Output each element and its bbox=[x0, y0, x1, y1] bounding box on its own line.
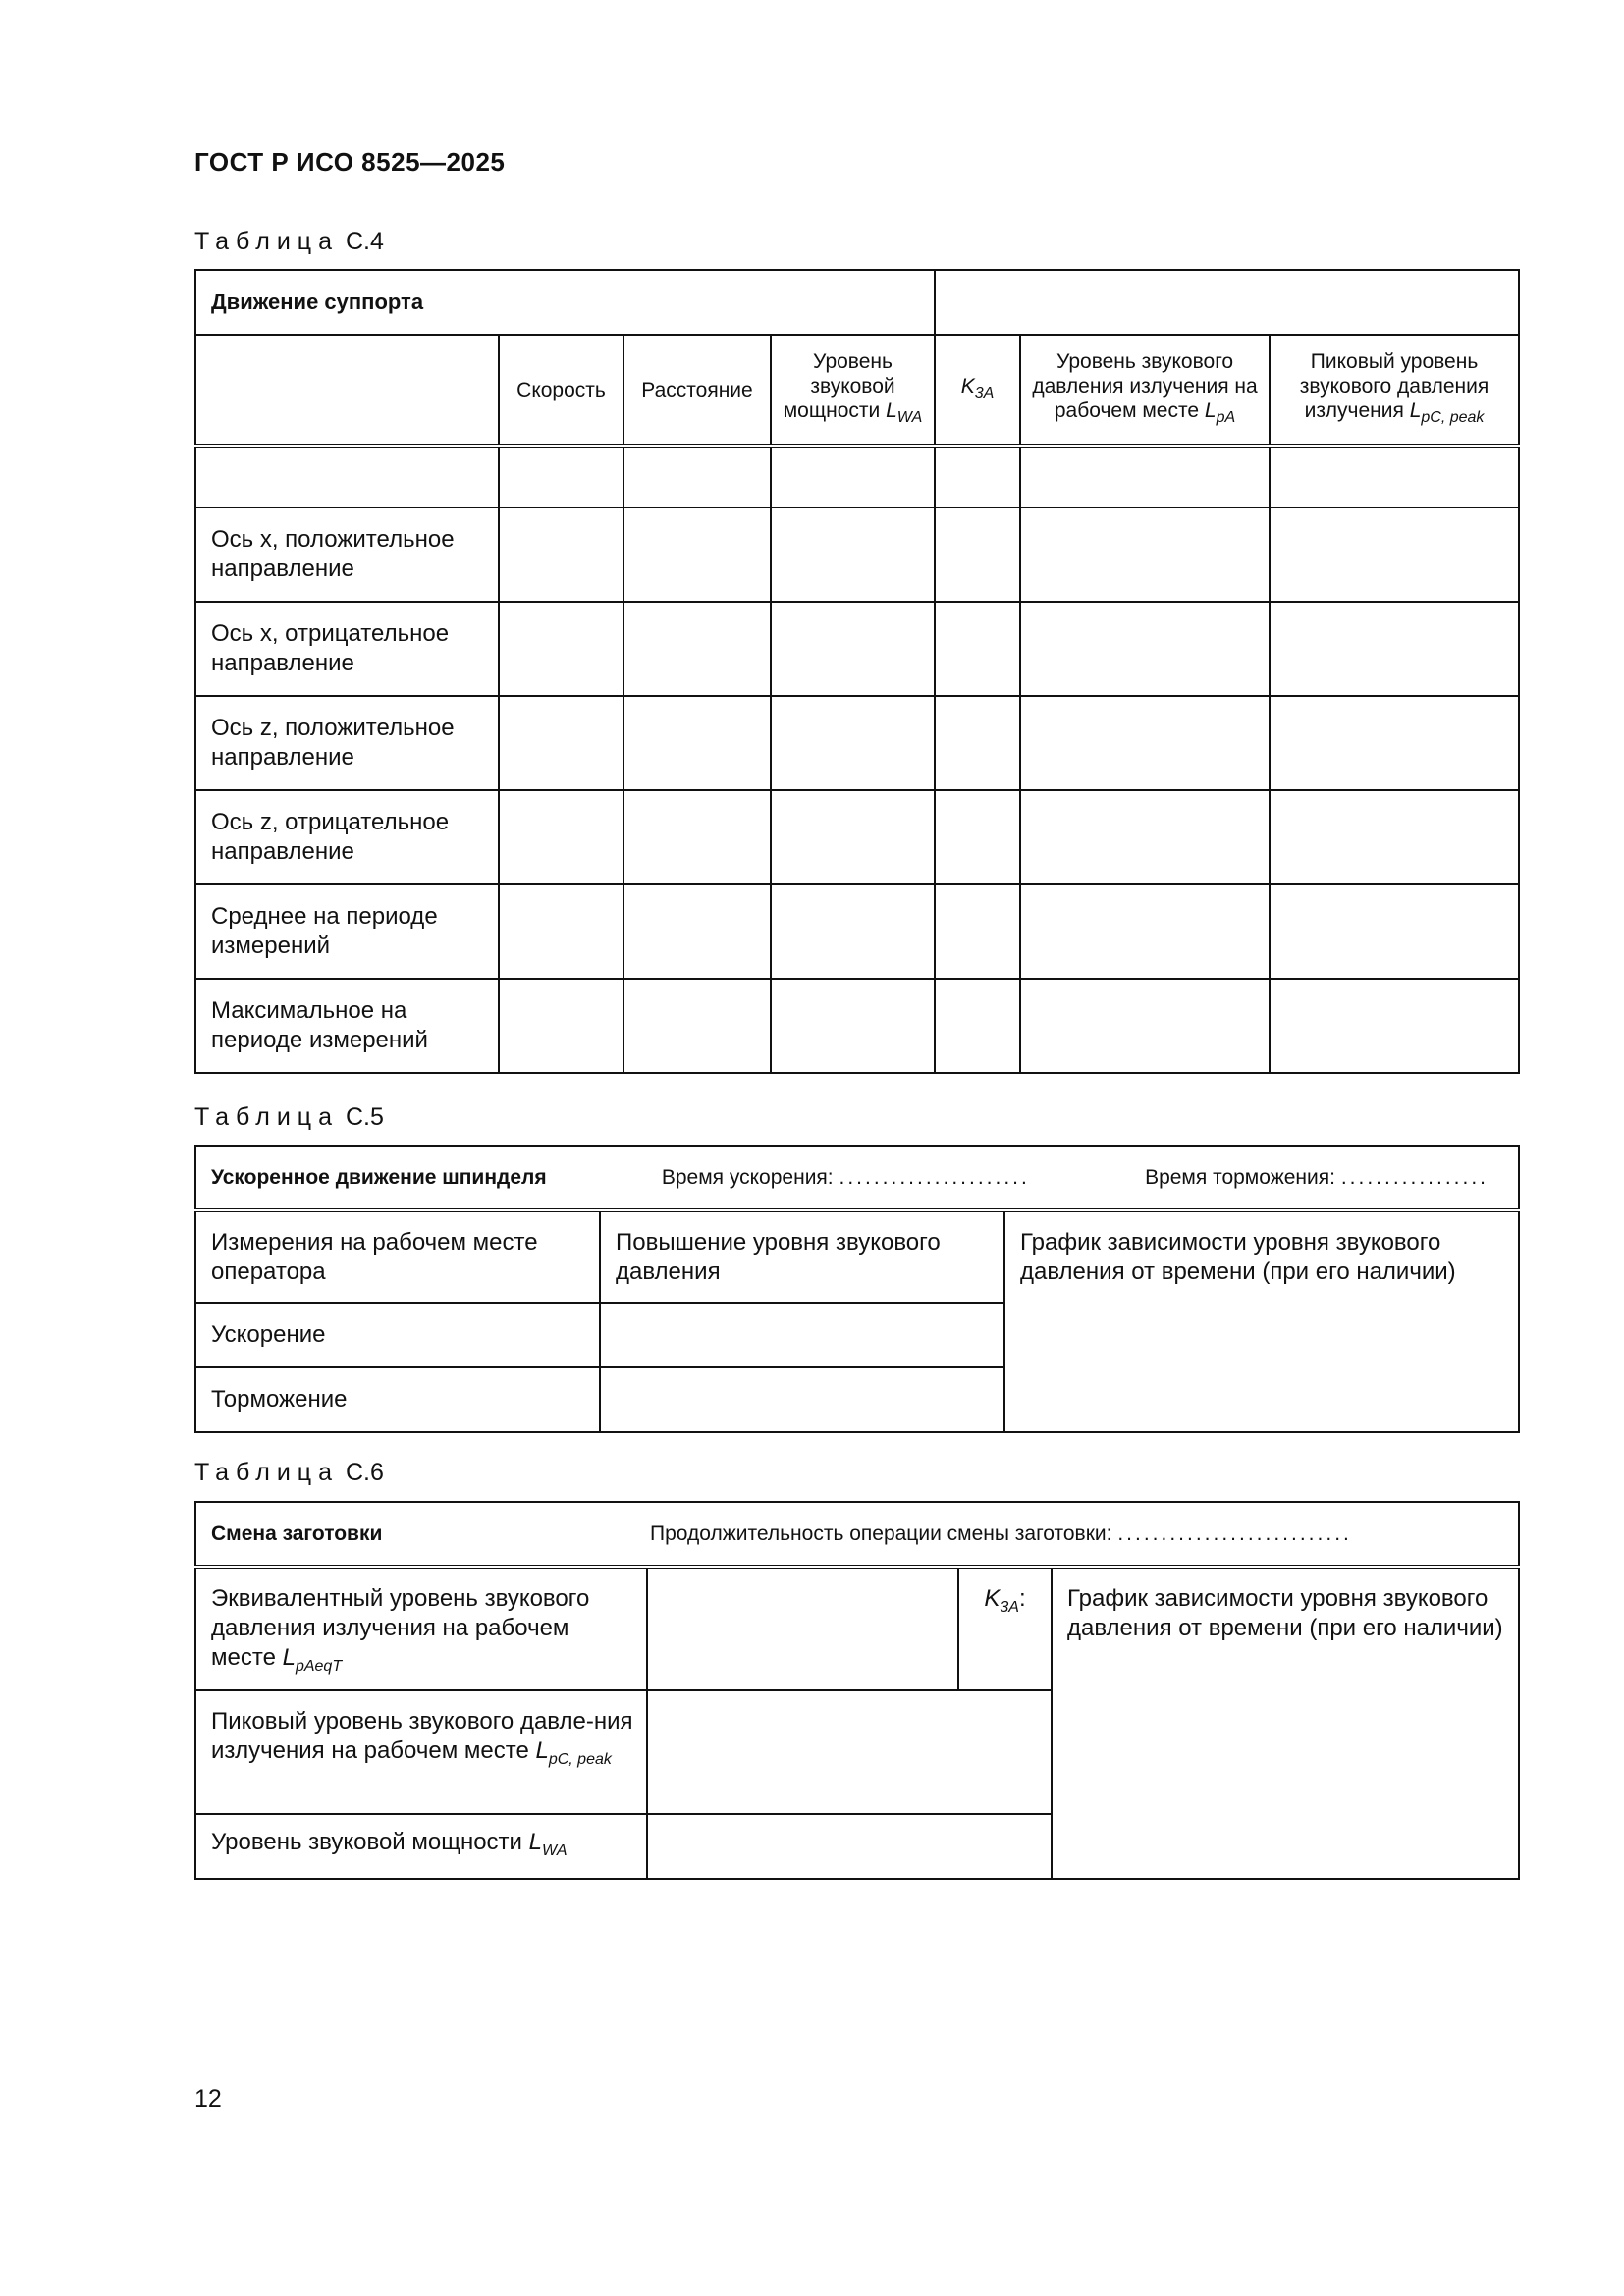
row-label: Ось z, отрицательное направление bbox=[195, 790, 499, 884]
table-row bbox=[195, 446, 1519, 507]
row-label: Максимальное на периоде измерений bbox=[195, 979, 499, 1073]
power-value-cell bbox=[647, 1814, 1052, 1879]
table-c5-title: Ускоренное движение шпинделя bbox=[211, 1165, 547, 1189]
equivalent-value-cell bbox=[647, 1567, 958, 1690]
table-c4-group-empty bbox=[935, 270, 1519, 335]
col-graph: График зависимости уровня звукового давления от времени (при его наличии) bbox=[1004, 1210, 1519, 1432]
table-c4-caption bbox=[194, 228, 384, 256]
table-c5-title-row bbox=[195, 1146, 1519, 1210]
table-row bbox=[195, 979, 1519, 1073]
k3a-cell: $K_{3A}$: bbox=[958, 1567, 1052, 1690]
duration: Продолжительность операции смены заготовки: ........................... bbox=[650, 1522, 1352, 1545]
row-label: Торможение bbox=[195, 1367, 600, 1432]
page-number: 12 bbox=[194, 2085, 222, 2112]
table-row bbox=[195, 790, 1519, 884]
col-sound-pressure: Уровень звукового давления излучения на рабочем месте $L_{pA}$ bbox=[1020, 335, 1270, 446]
col-sound-power: Уровень звуковой мощности $L_{WA}$ bbox=[771, 335, 935, 446]
col-distance: Расстояние bbox=[623, 335, 771, 446]
peak-value-cell bbox=[647, 1690, 1052, 1814]
table-c6-title: Смена заготовки bbox=[211, 1522, 383, 1545]
row-peak-level: Пиковый уровень звукового давле-ния излучения на рабочем месте $L_{pC, peak}$ bbox=[195, 1690, 647, 1814]
table-c5 bbox=[194, 1145, 1520, 1433]
caption-number: С.4 bbox=[345, 228, 384, 255]
table-row bbox=[195, 602, 1519, 696]
row-label: Ось z, положительное направление bbox=[195, 696, 499, 790]
table-c4 bbox=[194, 269, 1520, 1074]
col-k3a: $K_{3A}$ bbox=[935, 335, 1020, 446]
document-header: ГОСТ Р ИСО 8525—2025 bbox=[194, 147, 506, 177]
row-label: Ускорение bbox=[195, 1303, 600, 1367]
caption-word: Таблица bbox=[194, 1459, 340, 1486]
caption-word: Таблица bbox=[194, 1103, 340, 1131]
row-sound-power: Уровень звуковой мощности $L_{WA}$ bbox=[195, 1814, 647, 1879]
table-row bbox=[195, 507, 1519, 602]
caption-word: Таблица bbox=[194, 228, 340, 255]
table-c5-caption bbox=[194, 1103, 384, 1132]
row-label: Ось x, положительное направление bbox=[195, 507, 499, 602]
table-row bbox=[195, 696, 1519, 790]
table-c4-header-empty bbox=[195, 335, 499, 446]
table-c4-group-title: Движение суппорта bbox=[195, 270, 935, 335]
col-speed: Скорость bbox=[499, 335, 623, 446]
graph-cell: График зависимости уровня звукового давления от времени (при его наличии) bbox=[1052, 1567, 1519, 1879]
table-c6 bbox=[194, 1501, 1520, 1880]
col-increase: Повышение уровня звукового давления bbox=[600, 1210, 1004, 1303]
row-label: Среднее на периоде измерений bbox=[195, 884, 499, 979]
row-equivalent-level: Эквивалентный уровень звукового давления излучения на рабочем месте $L_{pAeqT}$ bbox=[195, 1567, 647, 1690]
caption-number: С.6 bbox=[345, 1459, 384, 1486]
table-row bbox=[195, 884, 1519, 979]
row-label: Ось x, отрицательное направление bbox=[195, 602, 499, 696]
table-c6-caption bbox=[194, 1459, 384, 1487]
accel-time: Время ускорения: ...................... bbox=[661, 1165, 1030, 1189]
col-peak-pressure: Пиковый уровень звукового давления излучения $L_{pC, peak}$ bbox=[1270, 335, 1519, 446]
caption-number: С.5 bbox=[345, 1103, 384, 1131]
brake-time: Время торможения: ................. bbox=[1145, 1165, 1489, 1189]
col-measure: Измерения на рабочем месте оператора bbox=[195, 1210, 600, 1303]
table-c6-title-row bbox=[195, 1502, 1519, 1567]
